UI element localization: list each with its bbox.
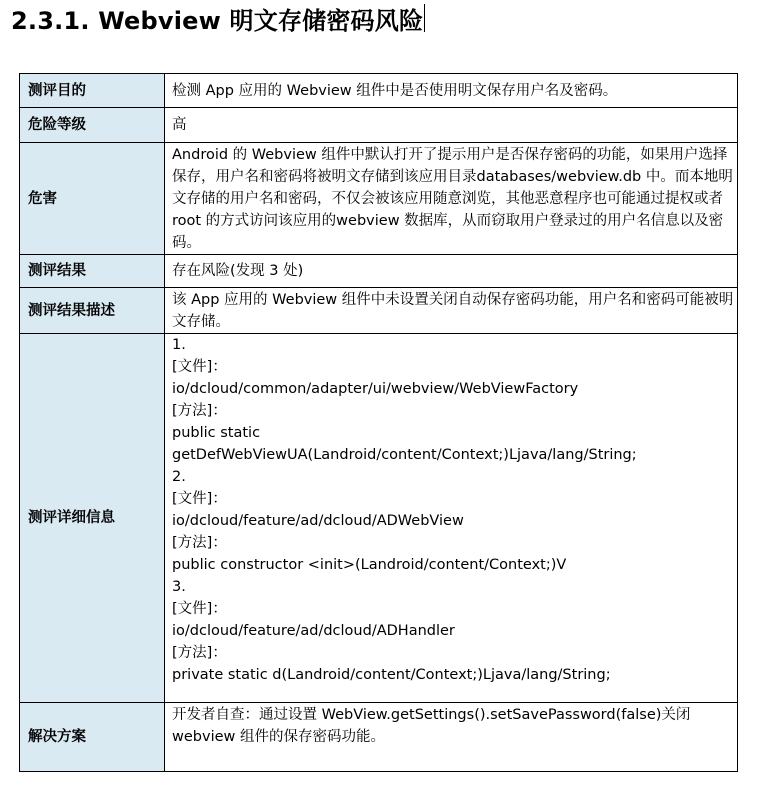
detail-line: io/dcloud/feature/ad/dcloud/ADWebView — [172, 513, 464, 529]
row-value-risk-level: 高 — [165, 108, 738, 143]
detail-line: [文件]： — [172, 359, 227, 375]
detail-line: [方法]： — [172, 403, 227, 419]
row-label-risk-level: 危险等级 — [20, 108, 165, 143]
row-value-result-description: 该 App 应用的 Webview 组件中未设置关闭自动保存密码功能，用户名和密码可能被明文存储。 — [165, 288, 738, 334]
detail-line: public constructor <init>(Landroid/content/Context;)V — [172, 557, 567, 573]
table-row-harm — [20, 143, 738, 255]
row-value-result: 存在风险(发现 3 处) — [165, 255, 738, 288]
table-row-result-description — [20, 288, 738, 334]
table-row-purpose — [20, 74, 738, 108]
detail-line: 2. — [172, 469, 186, 485]
table-row-result — [20, 255, 738, 288]
table-row-details — [20, 334, 738, 703]
row-label-harm: 危害 — [20, 143, 165, 255]
row-label-purpose: 测评目的 — [20, 74, 165, 108]
section-heading — [11, 2, 425, 34]
detail-line: [文件]： — [172, 491, 227, 507]
row-label-result-description: 测评结果描述 — [20, 288, 165, 334]
row-value-harm: Android 的 Webview 组件中默认打开了提示用户是否保存密码的功能，如果用户选择保存，用户名和密码将被明文存储到该应用目录databases/webview.db 中。而本地明文存储的用户名和密码，不仅会被该应用随意浏览，其他恶意程序也可能通过提权或者 root 的方式访问该应用的webview 数据库，从而窃取用户登录过的用户名信息以及密码。 — [165, 143, 738, 255]
table-row-risk-level — [20, 108, 738, 143]
detail-line: 3. — [172, 579, 186, 595]
row-value-solution: 开发者自查：通过设置 WebView.getSettings().setSavePassword(false)关闭 webview 组件的保存密码功能。 — [165, 703, 738, 772]
detail-line: 1. — [172, 337, 186, 353]
table-row-solution — [20, 703, 738, 772]
detail-line: private static d(Landroid/content/Context;)Ljava/lang/String; — [172, 667, 611, 683]
detail-line: public static — [172, 425, 261, 441]
detail-line: io/dcloud/feature/ad/dcloud/ADHandler — [172, 623, 455, 639]
detail-line: [方法]： — [172, 645, 227, 661]
section-title: 2.3.1. Webview 明文存储密码风险 — [11, 6, 424, 35]
row-value-details — [165, 334, 738, 703]
detail-line: [文件]： — [172, 601, 227, 617]
detail-line: io/dcloud/common/adapter/ui/webview/WebViewFactory — [172, 381, 579, 397]
row-label-details: 测评详细信息 — [20, 334, 165, 703]
row-value-purpose: 检测 App 应用的 Webview 组件中是否使用明文保存用户名及密码。 — [165, 74, 738, 108]
risk-report-table — [19, 73, 738, 772]
row-label-result: 测评结果 — [20, 255, 165, 288]
detail-line: [方法]： — [172, 535, 227, 551]
row-label-solution: 解决方案 — [20, 703, 165, 772]
text-cursor — [424, 4, 425, 32]
detail-line: getDefWebViewUA(Landroid/content/Context;)Ljava/lang/String; — [172, 447, 637, 463]
